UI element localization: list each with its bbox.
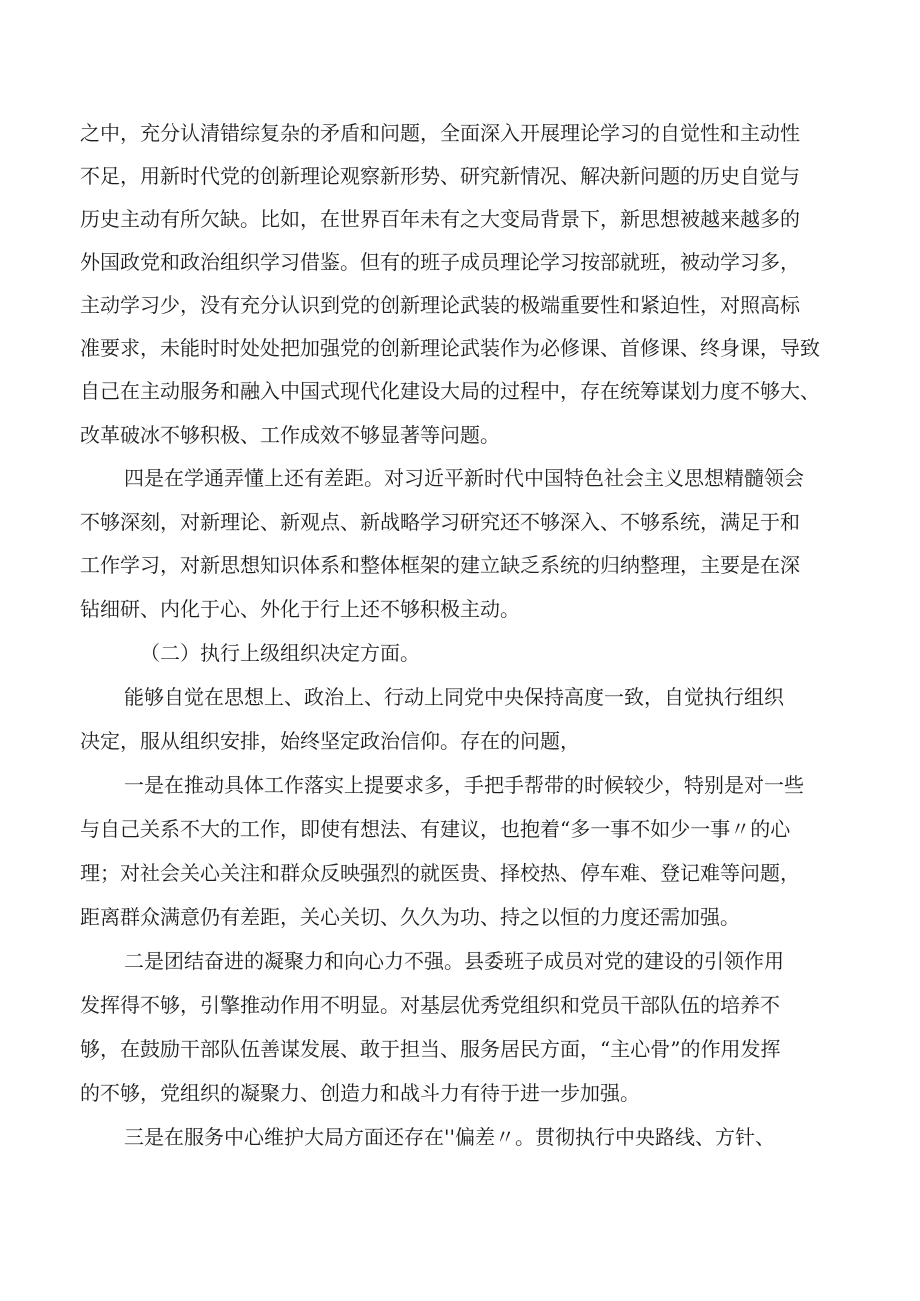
text-line: 自己在主动服务和融入中国式现代化建设大局的过程中，存在统筹谋划力度不够大、 <box>80 379 820 403</box>
text-line: 改革破冰不够积极、工作成效不够显著等问题。 <box>80 423 500 447</box>
text-line: 之中，充分认清错综复杂的矛盾和问题，全面深入开展理论学习的自觉性和主动性 <box>80 121 800 145</box>
paragraph-start-line: 一是在推动具体工作落实上提要求多，手把手帮带的时候较少，特别是对一些 <box>124 773 804 797</box>
text-line: 与自己关系不大的工作，即使有想法、有建议，也抱着“多一事不如少一事〃的心 <box>80 817 791 841</box>
text-line: 外国政党和政治组织学习借鉴。但有的班子成员理论学习按部就班，被动学习多， <box>80 250 800 274</box>
text-line: 距离群众满意仍有差距，关心关切、久久为功、持之以恒的力度还需加强。 <box>80 905 740 929</box>
text-line: 决定，服从组织安排，始终坚定政治信仰。存在的问题， <box>80 729 580 753</box>
paragraph-start-line: 能够自觉在思想上、政治上、行动上同党中央保持高度一致，自觉执行组织 <box>124 685 784 709</box>
paragraph-start-line: 四是在学通弄懂上还有差距。对习近平新时代中国特色社会主义思想精髓领会 <box>124 466 804 490</box>
text-line: 不够深刻，对新理论、新观点、新战略学习研究还不够深入、不够系统，满足于和 <box>80 510 800 534</box>
text-line: 的不够，党组织的凝聚力、创造力和战斗力有待于进一步加强。 <box>80 1081 640 1105</box>
text-line: 够，在鼓励干部队伍善谋发展、敢于担当、服务居民方面，“主心骨”的作用发挥 <box>80 1037 781 1061</box>
text-line: 发挥得不够，引擎推动作用不明显。对基层优秀党组织和党员干部队伍的培养不 <box>80 993 780 1017</box>
text-line: 历史主动有所欠缺。比如，在世界百年未有之大变局背景下，新思想被越来越多的 <box>80 207 800 231</box>
paragraph-start-line: 三是在服务中心维护大局方面还存在''偏差〃。贯彻执行中央路线、方针、 <box>124 1125 775 1149</box>
text-line: 主动学习少，没有充分认识到党的创新理论武装的极端重要性和紧迫性，对照高标 <box>80 293 800 317</box>
section-heading: （二）执行上级组织决定方面。 <box>140 641 420 665</box>
text-line: 钻细研、内化于心、外化于行上还不够积极主动。 <box>80 597 520 621</box>
text-line: 工作学习，对新思想知识体系和整体框架的建立缺乏系统的归纳整理，主要是在深 <box>80 553 800 577</box>
paragraph-start-line: 二是团结奋进的凝聚力和向心力不强。县委班子成员对党的建设的引领作用 <box>124 949 784 973</box>
text-line: 不足，用新时代党的创新理论观察新形势、研究新情况、解决新问题的历史自觉与 <box>80 164 800 188</box>
text-line: 准要求，未能时时处处把加强党的创新理论武装作为必修课、首修课、终身课，导致 <box>80 336 820 360</box>
text-line: 理；对社会关心关注和群众反映强烈的就医贵、择校热、停车难、登记难等问题， <box>80 861 800 885</box>
